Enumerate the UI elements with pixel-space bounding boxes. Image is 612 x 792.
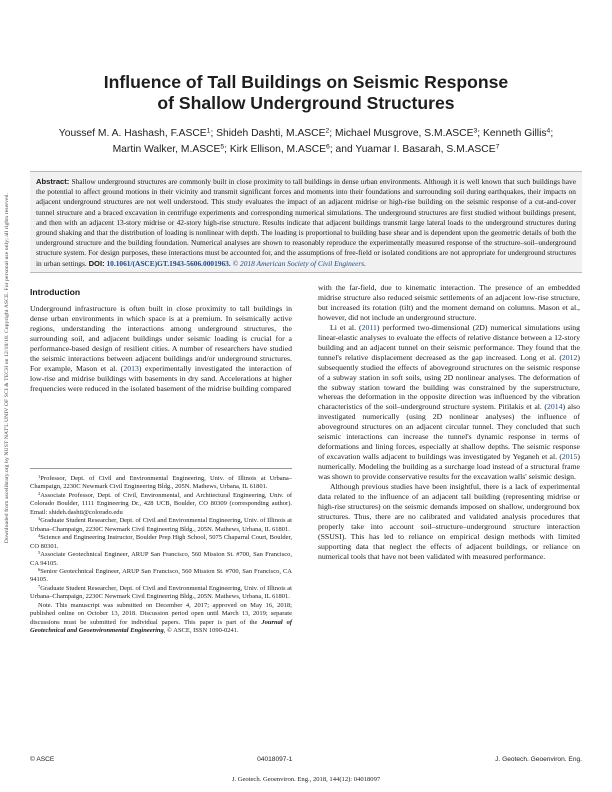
author-name: Martin Walker, M.ASCE — [112, 144, 221, 155]
right-body — [318, 283, 580, 562]
paper-title — [60, 72, 552, 114]
footnote-mark: 1 — [38, 474, 41, 479]
paragraph — [318, 323, 580, 482]
footnote-mark: 3 — [38, 516, 41, 522]
citation-link[interactable]: 2013 — [123, 363, 139, 373]
author-name: Shideh Dashti, M.ASCE — [216, 128, 326, 139]
title-line-1: Influence of Tall Buildings on Seismic Response — [103, 72, 509, 92]
footnote-mark: 2 — [38, 490, 41, 496]
author-affiliation-mark: 5 — [220, 143, 225, 151]
affiliation-footnotes — [30, 468, 292, 636]
title-line-2: of Shallow Underground Structures — [157, 93, 455, 113]
footnote — [30, 517, 292, 534]
author-name: Michael Musgrove, S.M.ASCE — [335, 128, 474, 139]
left-column — [30, 287, 292, 394]
author-line-2 — [30, 142, 582, 158]
paragraph — [318, 283, 580, 323]
manuscript-note — [30, 602, 292, 636]
author-separator: ; — [550, 128, 554, 139]
author-separator: ; — [329, 128, 335, 139]
copyright-notice: © 2018 American Society of Civil Engineers. — [232, 258, 366, 268]
footnote-text: Associate Geotechnical Engineer, ARUP San Francisco, 560 Mission St. #700, San Francisco, CA 94105. — [30, 551, 292, 567]
author-line-1 — [30, 126, 582, 142]
footnote — [30, 475, 292, 492]
footnote — [30, 534, 292, 551]
footer-article-number: 04018097-1 — [257, 756, 293, 763]
paragraph-text: ) performed two-dimensional (2D) numerical simulations using linear-elastic analyses to evaluate the effects of relative distance between a 12-story building and an adjacent tunnel on their seismic performance. They found that the tunnel's relative displacement decreased as the gap increased. Long et al. ( — [318, 322, 580, 362]
author-name: Youssef M. A. Hashash, F.ASCE — [58, 128, 207, 139]
abstract — [30, 171, 582, 273]
paragraph-text: Li et al. ( — [330, 322, 362, 332]
footnote — [30, 568, 292, 585]
author-affiliation-mark: 6 — [326, 143, 330, 151]
doi-label: DOI: — [88, 258, 105, 268]
note-tail: , © ASCE, ISSN 1090-0241. — [163, 627, 239, 635]
abstract-text: Shallow underground structures are commonly built in close proximity to tall buildings in dense urban environments. Although it is well known that such buildings have the potential to affect ground motions in their vicinity and transmit significant forces and moments into their foundations and surrounding soil during earthquakes, their impacts on adjacent underground structures are not well understood. This study evaluates the impact of an adjacent midrise or high-rise building on the seismic response of a cut-and-cover tunnel structure and a braced excavation in centrifuge experiments and corresponding numerical simulations. The underground structures are first studied without buildings present, and then with an adjacent 13-story midrise or 42-story high-rise structure. Results indicate that adjacent buildings transmit large lateral loads to the underground structures during ground shaking and that the distribution of loading is nonlinear with depth. The loading is proportional to building base shear and is dependent upon the geometric details of both the underground structure and the building foundation. Numerical analyses are shown to reasonably reproduce the experimentally measured response of the structure–soil–underground structure system. For design purposes, these interactions must be accounted for, and the assumptions of free-field or isolated conditions are not appropriate for underground structures in urban settings. — [36, 177, 576, 268]
paragraph-text: ) subsequently studied the effects of aboveground structures on the seismic response of a subway station in soft soils, using 2D nonlinear analyses. The deformation of the subway station toward the building was constrained by the superstructure, whereas the deformation in the opposite direction was influenced by the vibration characteristics of the soil–underground structure system. Pitilakis et al. ( — [318, 352, 580, 412]
footnote — [30, 551, 292, 568]
footnote-text: Professor, Dept. of Civil and Environmental Engineering, Univ. of Illinois at Urbana–Champaign, 2230C Newmark Civil Engineering Bldg., 205N. Mathews, Urbana, IL 61801. — [30, 475, 292, 491]
author-separator: ; — [210, 128, 217, 139]
author-affiliation-mark: 4 — [546, 127, 551, 135]
footer-copyright: © ASCE — [30, 756, 55, 763]
doi-link[interactable]: 10.1061/(ASCE)GT.1943-5606.0001963. — [106, 258, 231, 268]
footnote-text: Science and Engineering Instructor, Boulder Prep High School, 5075 Chaparral Court, Boulder, CO 80301. — [30, 534, 292, 550]
footnote-mark: 6 — [38, 566, 41, 572]
footnote-mark: 5 — [38, 550, 41, 556]
footnote-text: Senior Geotechnical Engineer, ARUP San Francisco, 560 Mission St. #700, San Francisco, CA 94105. — [30, 567, 292, 584]
intro-body — [30, 304, 292, 394]
note-text: Note. This manuscript was submitted on December 4, 2017; approved on May 16, 2018; published online on October 13, 2018. Discussion period open until March 13, 2019; separate discussions must be submitted for individual papers. This paper is part of the — [30, 601, 292, 626]
author-separator: ; and — [329, 144, 356, 155]
download-watermark — [1, 88, 13, 648]
journal-name: Journal of Geotechnical and Geoenvironmental Engineering — [30, 618, 292, 635]
citation-link[interactable]: 2012 — [561, 352, 578, 362]
footnote — [30, 492, 292, 517]
paragraph-text: with the far-field, due to kinematic interaction. The presence of an embedded midrise structure also reduced seismic settlements of an adjacent low-rise structure, but increased its rotation (tilt) and the moment demand on columns. Mason et al., however, did not include an underground structure. — [318, 283, 580, 322]
paragraph-text: Although previous studies have been insightful, there is a lack of experimental data related to the influence of an adjacent tall building (representing midrise or high-rise structures) on the seismic demands imposed on shallow, underground box structures. Thus, there are no calibrated and validated analysis procedures that properly take into account soil–structure–underground structure interaction (SSUSI). This has led to reliance on empirical design methods with limited supporting data that neglect the effects of adjacent buildings, or reliance on numerical tools that have not been validated with measured performance. — [318, 482, 580, 561]
citation-line: J. Geotech. Geoenviron. Eng., 2018, 144(12): 04018097 — [231, 776, 381, 783]
author-affiliation-mark: 1 — [206, 127, 211, 135]
right-column — [318, 283, 580, 562]
paragraph-text: ) experimentally investigated the interaction of low-rise and midrise buildings with basements in dry sand. Accelerations at higher frequencies were reduced in the isolated basement of the midrise building compared — [30, 363, 292, 393]
citation-link[interactable]: 2011 — [361, 322, 377, 332]
author-affiliation-mark: 3 — [473, 127, 478, 135]
paragraph — [318, 482, 580, 562]
footnote-mark: 7 — [38, 583, 41, 589]
author-name: Kenneth Gillis — [483, 128, 547, 139]
author-separator: ; — [224, 144, 230, 155]
author-name: Yuamar I. Basarah, S.M.ASCE — [355, 144, 496, 155]
author-separator: ; — [477, 128, 483, 139]
citation-link[interactable]: 2014 — [546, 402, 563, 412]
footer-journal-abbrev: J. Geotech. Geoenviron. Eng. — [495, 756, 582, 763]
paragraph-text: ) also investigated numerically (using 2D nonlinear analyses) the influence of aboveground structures on an adjacent circular tunnel. They concluded that such seismic interactions can increase the tunnel's dynamic response in terms of deformations and lining forces, especially at shallow depths. The seismic response of excavation walls adjacent to buildings was investigated by Yeganeh et al. ( — [318, 402, 580, 462]
footnote-mark: 4 — [38, 533, 41, 539]
page-footer — [30, 756, 582, 763]
author-name: Kirk Ellison, M.ASCE — [229, 144, 327, 155]
paragraph-text: ) numerically. Modeling the building as a surcharge load instead of a structural frame was shown to provide conservative results for the excavation walls' seismic design. — [318, 452, 580, 482]
footnote-text: Graduate Student Researcher, Dept. of Civil and Environmental Engineering, Univ. of Illinois at Urbana–Champaign, 2230C Newmark Civil Engineering Bldg., 205N. Mathews, Urbana, IL 61801. — [30, 517, 292, 533]
author-list — [30, 126, 582, 158]
download-watermark-text: Downloaded from ascelibrary.org by NUST NAT'L UNIV OF SCI & TECH on 12/10/18. Copyright ASCE. For personal use only; all rights reserved. — [4, 192, 10, 544]
footnote-text: Graduate Student Researcher, Dept. of Civil and Environmental Engineering, Univ. of Illinois at Urbana–Champaign, 2230C Newmark Civil Engineering Bldg., 205N. Mathews, Urbana, IL 61801. — [30, 584, 292, 601]
paragraph-text: Underground infrastructure is often built in close proximity to tall buildings in dense urban environments in which space is at a premium. In seismically active regions, understanding the interactions among underground structures, the surrounding soil, and adjacent buildings under seismic loading is crucial for a performance-based design of resilient cities. A number of researchers have studied the seismic interactions between adjacent buildings and/or underground structures. For example, Mason et al. ( — [30, 304, 292, 373]
footnote — [30, 585, 292, 602]
section-heading-introduction: Introduction — [30, 287, 81, 297]
author-affiliation-mark: 2 — [325, 127, 330, 135]
citation-link[interactable]: 2015 — [561, 452, 578, 462]
abstract-label: Abstract: — [36, 177, 70, 186]
author-affiliation-mark: 7 — [495, 143, 500, 151]
paragraph — [30, 304, 292, 394]
footnote-text: Associate Professor, Dept. of Civil, Environmental, and Architectural Engineering, Univ. of Colorado Boulder, 1111 Engineering Dr., 428 UCB, Boulder, CO 80309 (corresponding author). Email: shideh.dashti@colorado.edu — [30, 491, 292, 516]
